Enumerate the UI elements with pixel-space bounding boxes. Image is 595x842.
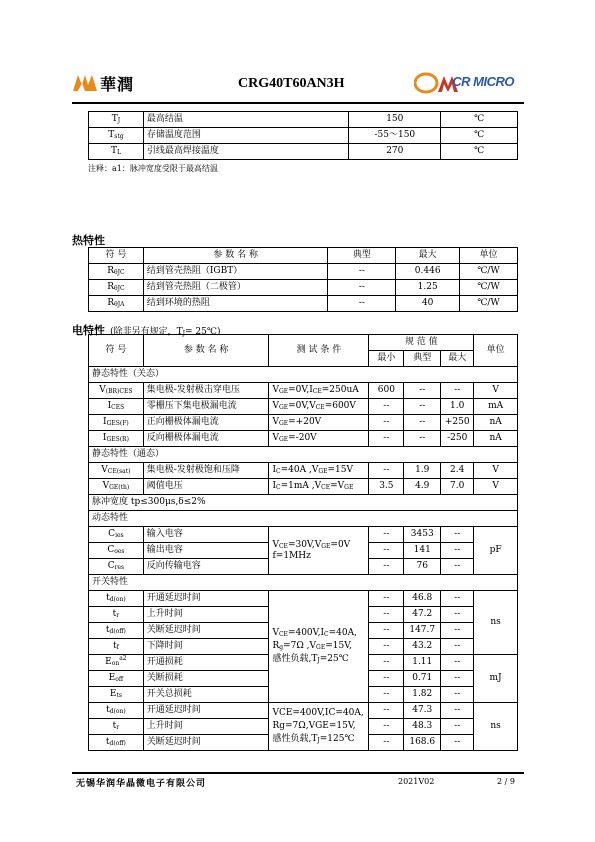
symbol-cell: $E_{ts}$ (89, 687, 144, 703)
param-cell: 下降时间 (143, 639, 269, 655)
table-header-row (89, 335, 518, 351)
unit-cell: ns (474, 591, 518, 655)
min-cell: -- (369, 607, 404, 623)
param-cell: 阈值电压 (143, 479, 269, 495)
max-cell: -- (441, 527, 474, 543)
param-cell: 开通延迟时间 (143, 591, 269, 607)
header-typ: 典型 (328, 248, 396, 264)
symbol-cell: $t_f$ (89, 639, 144, 655)
symbol-cell: $T_{stg}$ (89, 128, 144, 144)
condition-cell: $V_{CE}=30V,V_{GE}=0V$ f=1MHz (269, 527, 369, 575)
header-unit: 单位 (460, 248, 518, 264)
header-max: 最大 (396, 248, 460, 264)
max-cell: -- (441, 671, 474, 687)
min-cell: -- (369, 719, 404, 735)
param-cell: 正向栅极体漏电流 (143, 415, 269, 431)
unit-cell: ℃ (441, 144, 518, 160)
max-cell: -- (441, 639, 474, 655)
huarun-logo-icon (72, 71, 98, 93)
symbol-cell: $T_J$ (89, 112, 144, 128)
param-cell: 关断延迟时间 (143, 735, 269, 751)
typ-cell: 1.82 (404, 687, 441, 703)
unit-cell: V (474, 463, 518, 479)
symbol-cell: $V_{(BR)CES}$ (89, 383, 144, 399)
header-range: 规 范 值 (369, 335, 474, 351)
unit-cell: V (474, 383, 518, 399)
max-cell: -- (441, 655, 474, 671)
typ-cell: -- (404, 431, 441, 447)
symbol-cell: $R_{\theta JA}$ (89, 296, 144, 312)
symbol-cell: $T_L$ (89, 144, 144, 160)
footer-company: 无锡华润华晶微电子有限公司 (76, 779, 207, 789)
max-cell: 7.0 (441, 479, 474, 495)
max-cell: +250 (441, 415, 474, 431)
unit-cell: ℃/W (460, 296, 518, 312)
crmicro-logo-text: CR MICRO (452, 74, 514, 89)
unit-cell: nA (474, 431, 518, 447)
typ-cell: 3453 (404, 527, 441, 543)
table-row (89, 128, 518, 144)
unit-cell: ℃/W (460, 280, 518, 296)
param-cell: 结到管壳热阻（二极管） (143, 280, 328, 296)
max-cell: -- (441, 559, 474, 575)
value-cell: 270 (349, 144, 441, 160)
min-cell: -- (369, 687, 404, 703)
symbol-cell: $t_{d(on)}$ (89, 703, 144, 719)
header-max: 最大 (441, 351, 474, 367)
min-cell: -- (369, 671, 404, 687)
header-min: 最小 (369, 351, 404, 367)
condition-cell: $V_{GE}=-20V$ (269, 431, 369, 447)
unit-cell: ℃/W (460, 264, 518, 280)
typ-cell: -- (328, 264, 396, 280)
param-cell: 存储温度范围 (143, 128, 349, 144)
header-rule (72, 102, 524, 104)
section-label: 静态特性（关态） (89, 367, 518, 383)
table-row (89, 415, 518, 431)
typ-cell: 0.71 (404, 671, 441, 687)
huarun-logo-text: 華潤 (100, 75, 135, 94)
unit-cell: ℃ (441, 112, 518, 128)
max-cell: -250 (441, 431, 474, 447)
param-cell: 开通损耗 (143, 655, 269, 671)
param-cell: 集电极-发射极击穿电压 (143, 383, 269, 399)
section-label: 静态特性（通态） (89, 447, 518, 463)
symbol-cell: $E_{off}$ (89, 671, 144, 687)
param-cell: 开通延迟时间 (143, 703, 269, 719)
footer-rule (72, 772, 524, 774)
typ-cell: 1.11 (404, 655, 441, 671)
param-cell: 输出电容 (143, 543, 269, 559)
min-cell: -- (369, 655, 404, 671)
symbol-cell: $V_{CE(sat)}$ (89, 463, 144, 479)
min-cell: -- (369, 399, 404, 415)
symbol-cell: $I_{GES(R)}$ (89, 431, 144, 447)
symbol-cell: $E_{on}^{a2}$ (89, 655, 144, 671)
param-cell: 零栅压下集电极漏电流 (143, 399, 269, 415)
typ-cell: 48.3 (404, 719, 441, 735)
electrical-section-title: 电特性 (72, 324, 105, 337)
table-note: 注释：a1：脉冲宽度受限于最高结温 (88, 164, 218, 173)
min-cell: 3.5 (369, 479, 404, 495)
unit-cell: nA (474, 415, 518, 431)
section-row (89, 511, 518, 527)
param-cell: 上升时间 (143, 607, 269, 623)
symbol-cell: $t_{d(on)}$ (89, 591, 144, 607)
min-cell: -- (369, 559, 404, 575)
electrical-table (88, 334, 518, 751)
symbol-cell: $I_{GES(F)}$ (89, 415, 144, 431)
min-cell: -- (369, 639, 404, 655)
max-cell: 1.0 (441, 399, 474, 415)
table-header-row (89, 248, 518, 264)
thermal-section-title: 热特性 (72, 234, 105, 247)
typ-cell: 1.9 (404, 463, 441, 479)
max-cell: 2.4 (441, 463, 474, 479)
condition-cell: $V_{GE}=0V,I_{CE}=250uA$ (269, 383, 369, 399)
min-cell: 600 (369, 383, 404, 399)
param-cell: 反向传输电容 (143, 559, 269, 575)
typ-cell: 46.8 (404, 591, 441, 607)
max-cell: 0.446 (396, 264, 460, 280)
table-row (89, 431, 518, 447)
typ-cell: 4.9 (404, 479, 441, 495)
symbol-cell: $C_{ies}$ (89, 527, 144, 543)
max-cell: -- (441, 623, 474, 639)
param-cell: 反向栅极体漏电流 (143, 431, 269, 447)
max-cell: -- (441, 687, 474, 703)
table-row (89, 479, 518, 495)
table-row (89, 264, 518, 280)
huarun-logo (72, 70, 150, 94)
footer-page-number: 2 / 9 (497, 777, 515, 786)
table-row (89, 527, 518, 543)
section-label: 动态特性 (89, 511, 518, 527)
condition-cell: $V_{GE}=0V,V_{CE}=600V$ (269, 399, 369, 415)
param-cell: 结到环境的热阻 (143, 296, 328, 312)
param-cell: 关断延迟时间 (143, 623, 269, 639)
header-symbol: 符 号 (89, 248, 144, 264)
param-cell: 开关总损耗 (143, 687, 269, 703)
header-symbol: 符 号 (89, 335, 144, 367)
max-cell: -- (441, 543, 474, 559)
section-row (89, 447, 518, 463)
min-cell: -- (369, 431, 404, 447)
param-cell: 结到管壳热阻（IGBT） (143, 264, 328, 280)
unit-cell: pF (474, 527, 518, 575)
typ-cell: 141 (404, 543, 441, 559)
unit-cell: ns (474, 703, 518, 751)
pulse-note: 脉冲宽度 tp≤300μs,δ≤2% (89, 495, 518, 511)
condition-cell: $V_{CE}=400V,I_C=40A$, $R_g=7\Omega$ $,V_{GE}=15V$, 感性负载$,T_J=25℃$ (269, 591, 369, 703)
typ-cell: 168.6 (404, 735, 441, 751)
symbol-cell: $t_r$ (89, 719, 144, 735)
param-cell: 最高结温 (143, 112, 349, 128)
table-row (89, 112, 518, 128)
table-row (89, 296, 518, 312)
symbol-cell: $V_{GE(th)}$ (89, 479, 144, 495)
symbol-cell: $C_{res}$ (89, 559, 144, 575)
symbol-cell: $C_{oes}$ (89, 543, 144, 559)
header-param: 参 数 名 称 (143, 335, 269, 367)
typ-cell: 76 (404, 559, 441, 575)
param-cell: 关断损耗 (143, 671, 269, 687)
min-cell: -- (369, 735, 404, 751)
section-label: 开关特性 (89, 575, 518, 591)
unit-cell: mA (474, 399, 518, 415)
unit-cell: V (474, 479, 518, 495)
typ-cell: 47.3 (404, 703, 441, 719)
condition-cell: $I_C=1mA$ $,V_{CE}=V_{GE}$ (269, 479, 369, 495)
symbol-cell: $t_{d(off)}$ (89, 623, 144, 639)
min-cell: -- (369, 591, 404, 607)
typ-cell: -- (404, 415, 441, 431)
param-cell: 引线最高焊接温度 (143, 144, 349, 160)
table-row (89, 463, 518, 479)
min-cell: -- (369, 463, 404, 479)
section-row (89, 367, 518, 383)
crmicro-logo (414, 70, 514, 96)
min-cell: -- (369, 703, 404, 719)
section-row (89, 575, 518, 591)
thermal-table (88, 247, 518, 312)
header-unit: 单位 (474, 335, 518, 367)
footer-version: 2021V02 (398, 777, 435, 786)
min-cell: -- (369, 415, 404, 431)
max-cell: -- (441, 703, 474, 719)
unit-cell: ℃ (441, 128, 518, 144)
value-cell: -55～150 (349, 128, 441, 144)
max-cell: -- (441, 383, 474, 399)
max-cell: -- (441, 735, 474, 751)
typ-cell: -- (404, 383, 441, 399)
top-ratings-table (88, 111, 518, 160)
typ-cell: 147.7 (404, 623, 441, 639)
max-cell: -- (441, 607, 474, 623)
min-cell: -- (369, 543, 404, 559)
min-cell: -- (369, 527, 404, 543)
table-row (89, 383, 518, 399)
max-cell: 40 (396, 296, 460, 312)
max-cell: 1.25 (396, 280, 460, 296)
condition-cell: $I_C=40A$ $,V_{GE}=15V$ (269, 463, 369, 479)
condition-cell: $V_{GE}=+20V$ (269, 415, 369, 431)
symbol-cell: $R_{\theta JC}$ (89, 280, 144, 296)
unit-cell: mJ (474, 655, 518, 703)
table-row (89, 591, 518, 607)
electrical-subtitle: (除非另有规定，$T_J=$ 25℃) (110, 327, 221, 337)
part-number: CRG40T60AN3H (238, 76, 345, 91)
param-cell: 上升时间 (143, 719, 269, 735)
typ-cell: 47.2 (404, 607, 441, 623)
header-param: 参 数 名 称 (143, 248, 328, 264)
value-cell: 150 (349, 112, 441, 128)
table-row (89, 703, 518, 719)
min-cell: -- (369, 623, 404, 639)
symbol-cell: $t_r$ (89, 607, 144, 623)
header-condition: 测 试 条 件 (269, 335, 369, 367)
table-row (89, 399, 518, 415)
header (72, 62, 524, 102)
table-row (89, 144, 518, 160)
symbol-cell: $I_{CES}$ (89, 399, 144, 415)
header-typ: 典型 (404, 351, 441, 367)
symbol-cell: $t_{d(off)}$ (89, 735, 144, 751)
condition-cell: VCE=400V,IC=40A, Rg=7Ω,VGE=15V, 感性负载$,T_J=125℃$ (269, 703, 369, 751)
param-cell: 输入电容 (143, 527, 269, 543)
param-cell: 集电极-发射极饱和压降 (143, 463, 269, 479)
note-row (89, 495, 518, 511)
typ-cell: -- (404, 399, 441, 415)
max-cell: -- (441, 591, 474, 607)
symbol-cell: $R_{\theta JC}$ (89, 264, 144, 280)
typ-cell: -- (328, 296, 396, 312)
typ-cell: -- (328, 280, 396, 296)
max-cell: -- (441, 719, 474, 735)
table-row (89, 280, 518, 296)
typ-cell: 43.2 (404, 639, 441, 655)
